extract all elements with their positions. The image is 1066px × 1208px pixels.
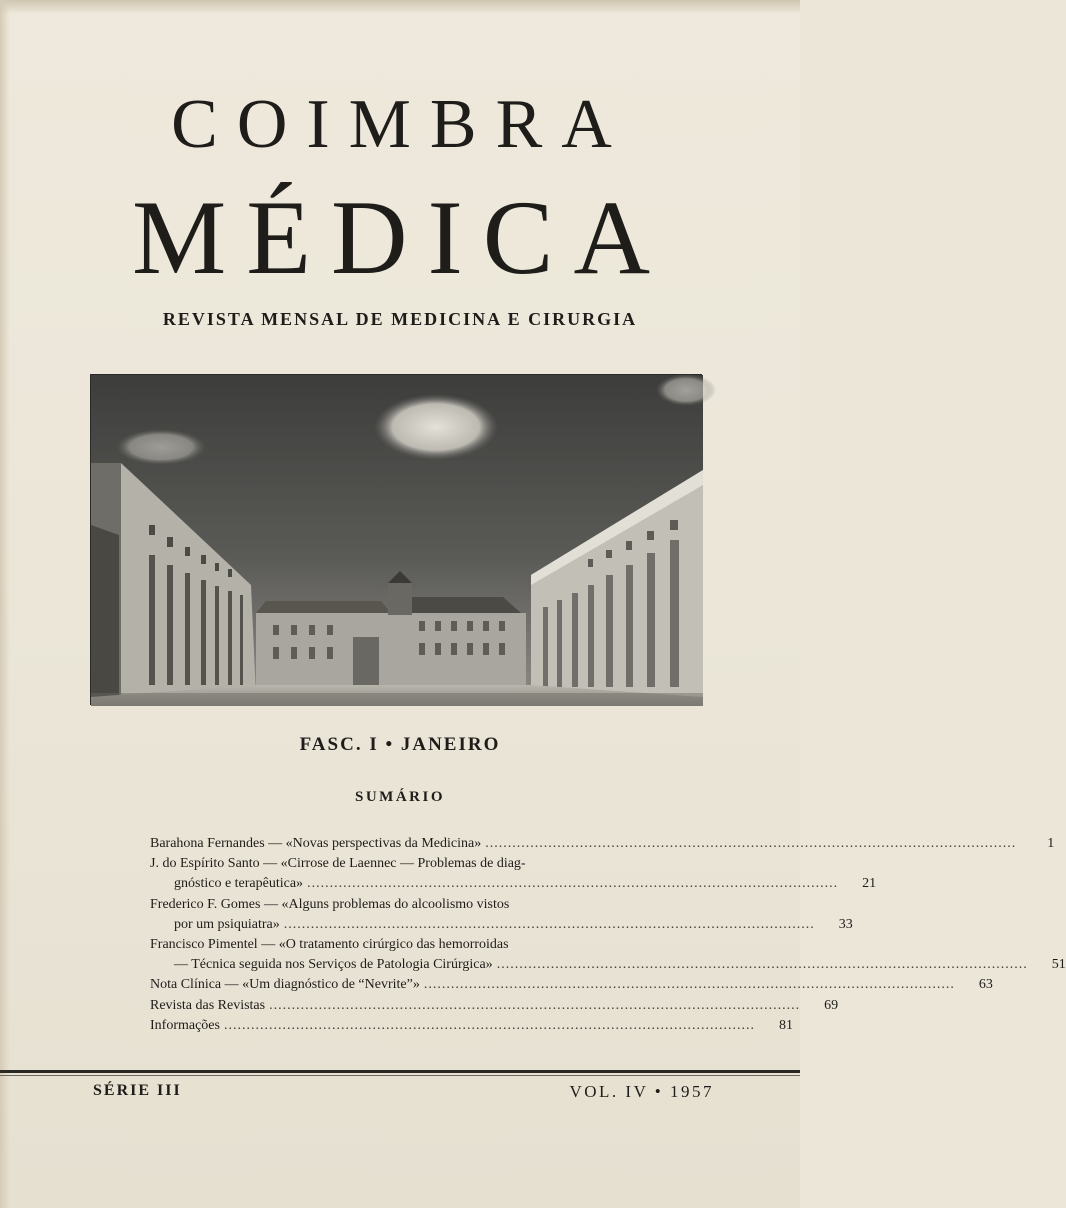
toc-page-number: 21 <box>862 876 877 892</box>
toc-entry-text: Francisco Pimentel — «O tratamento cirúrgico das hemorroidas <box>150 936 509 952</box>
toc-entry <box>150 996 839 1016</box>
footer-rule <box>0 1070 800 1073</box>
cover-photograph <box>90 374 702 705</box>
leader-dots: ...................................................................................................................... <box>283 916 815 932</box>
leader-dots: ...................................................................................................................... <box>496 957 1028 973</box>
masthead-title-line1: COIMBRA <box>171 86 631 163</box>
toc-page-number: 33 <box>838 916 853 932</box>
masthead-subtitle: REVISTA MENSAL DE MEDICINA E CIRURGIA <box>162 309 638 329</box>
paper-edge-left <box>0 0 10 1208</box>
toc-entry <box>150 834 1055 854</box>
toc-entry-text: J. do Espírito Santo — «Cirrose de Laennec — Problemas de diag- <box>150 856 526 872</box>
masthead-title-line2: MÉDICA <box>131 179 671 296</box>
leader-dots: ...................................................................................................................... <box>269 997 801 1013</box>
toc-entry <box>150 975 993 995</box>
leader-dots: ...................................................................................................................... <box>223 1017 755 1033</box>
volume-label: VOL. IV • 1957 <box>569 1082 714 1101</box>
issue-fascicle: FASC. I • JANEIRO <box>299 734 501 755</box>
leader-dots: ...................................................................................................................... <box>485 836 1017 851</box>
university-courtyard-photo <box>91 375 703 706</box>
leader-dots: ...................................................................................................................... <box>307 876 839 892</box>
toc-page-number: 63 <box>978 977 993 993</box>
footer-rule-thin <box>0 1075 800 1076</box>
toc-entry-text: Frederico F. Gomes — «Alguns problemas do alcoolismo vistos <box>150 896 510 912</box>
toc-entry-text: gnóstico e terapêutica» <box>174 876 304 892</box>
paper-edge-top <box>0 0 800 14</box>
toc-page-number: 51 <box>1051 957 1066 973</box>
toc-entry-text: — Técnica seguida nos Serviços de Patologia Cirúrgica» <box>174 957 493 973</box>
toc-entry <box>150 854 877 894</box>
toc-page-number: 1 <box>1047 836 1055 851</box>
series-label: SÉRIE III <box>93 1082 182 1099</box>
leader-dots: ...................................................................................................................... <box>423 977 955 993</box>
toc-page-number: 81 <box>778 1017 793 1033</box>
contents-heading: SUMÁRIO <box>354 789 445 805</box>
toc-page-number: 69 <box>824 997 839 1013</box>
toc-entry <box>150 935 1066 975</box>
toc-entry-text: Barahona Fernandes — «Novas perspectivas da Medicina» <box>150 836 482 851</box>
toc-entry-text: por um psiquiatra» <box>174 916 280 932</box>
toc-entry <box>150 1016 793 1036</box>
table-of-contents <box>150 834 1066 1036</box>
toc-entry-text: Informações <box>150 1017 220 1033</box>
toc-entry-text: Nota Clínica — «Um diagnóstico de “Nevrite”» <box>150 977 420 993</box>
toc-entry <box>150 895 853 935</box>
toc-entry-text: Revista das Revistas <box>150 997 266 1013</box>
